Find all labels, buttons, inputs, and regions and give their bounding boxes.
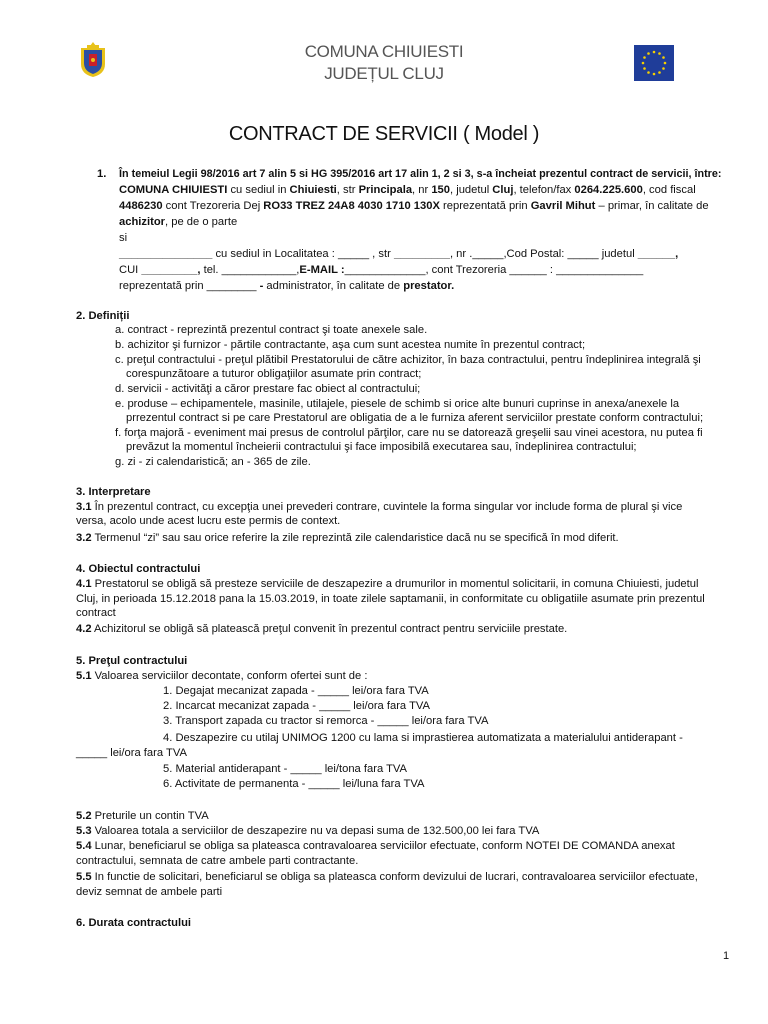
clause-3-1 <box>76 500 682 514</box>
phone: 0264.225.600 <box>574 184 643 196</box>
text: Prestatorul se obligă să presteze serviciile de deszapezire a drumurilor in momentul solicitarii, in comuna Chiuiesti, judetul <box>91 578 699 590</box>
definition-b: b. achizitor şi furnizor - părtile contractante, aşa cum sunt acestea numite în prezentul contract; <box>115 339 586 351</box>
text: cont Trezoreria Dej <box>162 200 264 212</box>
definition-e: e. produse – echipamentele, masinile, utilajele, piesele de schimb si orice alte bunuri cuprinse in anexa/anexele la <box>115 398 680 410</box>
header-commune: COMUNA CHIUIESTI <box>304 42 464 61</box>
text: administrator, în calitate de <box>263 280 404 292</box>
definition-d: d. servicii - activităţi a căror prestare fac obiect al contractului; <box>115 383 421 395</box>
text: cont Trezoreria ______ : ______________ <box>428 264 644 276</box>
clause-number: 3.1 <box>76 501 92 513</box>
section-2-heading: 2. Definiții <box>76 310 130 322</box>
text: , judetul <box>450 184 493 196</box>
clause-5-1 <box>76 669 367 683</box>
definition-f: f. forţa majoră - eveniment mai presus de controlul părţilor, care nu se datorează greşelii sau vinei acestora, nu putea fi <box>115 427 703 439</box>
price-item-2: 2. Incarcat mecanizat zapada - _____ lei/ora fara TVA <box>163 700 430 712</box>
achizitor-line-2 <box>119 199 709 213</box>
definition-f-cont: prevăzut la momentul încheierii contractului şi face imposibilă executarea sau, îndeplinirea contractului; <box>126 441 637 453</box>
text: , cod fiscal <box>642 184 696 196</box>
price-item-3: 3. Transport zapada cu tractor si remorca - _____ lei/ora fara TVA <box>163 715 489 727</box>
text: Valoarea totala a serviciilor de deszapezire nu va depasi suma de 132.500,00 lei fara TVA <box>91 825 540 837</box>
clause-4-1-cont: Cluj, in perioada 15.12.2018 pana la 15.03.2019, in toate zilele saptamanii, in conformitate cu obligatiile asumate prin prezentul <box>76 593 705 605</box>
clause-5-2 <box>76 809 209 823</box>
text: reprezentată prin <box>439 200 531 212</box>
section-1-intro: În temeiul Legii 98/2016 art 7 alin 5 si HG 395/2016 art 17 alin 1, 2 si 3, s-a încheiat prezentul contract de servicii, între: <box>119 168 722 180</box>
blank: _________ <box>393 248 450 260</box>
definition-g: g. zi - zi calendaristică; an - 365 de zile. <box>115 456 311 468</box>
achizitor-line-3 <box>119 215 237 229</box>
clause-number: 5.5 <box>76 871 92 883</box>
prestator-line-1 <box>119 247 678 261</box>
text: tel. ____________, <box>200 264 300 276</box>
achizitor-line-1 <box>119 183 696 197</box>
text: Lunar, beneficiarul se obliga sa plateasca contravaloarea serviciilor efectuate, conform NOTEI DE COMANDA anexat <box>91 840 675 852</box>
document-title: CONTRACT DE SERVICII ( Model ) <box>228 123 540 145</box>
clause-5-5 <box>76 870 698 884</box>
clause-number: 5.2 <box>76 810 92 822</box>
text: CUI <box>119 264 142 276</box>
street: Principala <box>358 184 413 196</box>
clause-5-4 <box>76 839 675 853</box>
clause-4-2 <box>76 622 567 636</box>
page-number: 1 <box>723 950 730 962</box>
price-item-4-cont: _____ lei/ora fara TVA <box>76 747 187 759</box>
blank: ______, <box>637 248 679 260</box>
text: , pe de o parte <box>165 216 238 228</box>
definition-a: a. contract - reprezintă prezentul contract şi toate anexele sale. <box>115 324 428 336</box>
achizitor-name: COMUNA CHIUIESTI <box>119 184 228 196</box>
section-1-number: 1. <box>97 168 107 180</box>
clause-number: 3.2 <box>76 532 92 544</box>
si-line: si <box>119 232 128 244</box>
section-6-heading: 6. Durata contractului <box>76 917 192 929</box>
clause-4-1-cont2: contract <box>76 607 116 619</box>
price-item-6: 6. Activitate de permanenta - _____ lei/luna fara TVA <box>163 778 425 790</box>
clause-5-3 <box>76 824 539 838</box>
section-5-heading: 5. Preţul contractului <box>76 655 188 667</box>
prestator-line-2 <box>119 263 643 277</box>
text: , str <box>336 184 359 196</box>
clause-3-2 <box>76 531 619 545</box>
text: – primar, în calitate de <box>595 200 709 212</box>
text: Preturile un contin TVA <box>91 810 209 822</box>
role-prestator: prestator. <box>403 280 455 292</box>
section-3-heading: 3. Interpretare <box>76 486 151 498</box>
blank: _____________, <box>344 264 429 276</box>
definition-c: c. preţul contractului - preţul plătibil Prestatorului de către achizitor, în baza contractului, pentru îndeplinirea integrală şi <box>115 354 701 366</box>
fiscal-code: 4486230 <box>119 200 163 212</box>
price-item-4: 4. Deszapezire cu utilaj UNIMOG 1200 cu lama si imprastierea automatizata a materialului antiderapant - <box>163 732 683 744</box>
clause-3-1-cont: versa, acolo unde acest lucru este permis de context. <box>76 515 341 527</box>
blank: _________, <box>141 264 201 276</box>
clause-5-4-cont: contractului, semnata de catre ambele parti contractante. <box>76 855 359 867</box>
text: cu sediul in Localitatea : _____ , str <box>212 248 394 260</box>
mayor-name: Gavril Mihut <box>530 200 596 212</box>
price-item-1: 1. Degajat mecanizat zapada - _____ lei/ora fara TVA <box>163 685 429 697</box>
text: În prezentul contract, cu excepţia unei prevederi contrare, cuvintele la forma singular vor include forma de plural şi vice <box>91 501 683 513</box>
price-item-5: 5. Material antiderapant - _____ lei/tona fara TVA <box>163 763 407 775</box>
header-county: JUDEȚUL CLUJ <box>324 64 444 83</box>
email-label: E-MAIL : <box>299 264 345 276</box>
text: , telefon/fax <box>513 184 575 196</box>
text: cu sediul in <box>227 184 290 196</box>
text: , nr <box>412 184 432 196</box>
text: Valoarea serviciilor decontate, conform ofertei sunt de : <box>91 670 368 682</box>
role-achizitor: achizitor <box>119 216 166 228</box>
text: Termenul “zi” sau sau orice referire la zile reprezintă zile calendaristice dacă nu se specifică în mod diferit. <box>91 532 619 544</box>
text: In functie de solicitari, beneficiarul se obliga sa plateasca conform devizului de lucrari, contravaloarea serviciilor efectuate, <box>91 871 698 883</box>
street-number: 150 <box>431 184 450 196</box>
text: - <box>259 280 264 292</box>
definition-e-cont: prrezentul contract si pe care Prestatorul are obligatia de a le furniza aferent serviciilor prestate conform contractului; <box>126 412 704 424</box>
clause-5-5-cont: deviz semnat de ambele parti <box>76 886 223 898</box>
section-4-heading: 4. Obiectul contractului <box>76 563 201 575</box>
clause-4-1 <box>76 577 698 591</box>
blank: _______________ <box>119 248 213 260</box>
clause-number: 5.3 <box>76 825 92 837</box>
locality: Chiuiesti <box>289 184 337 196</box>
clause-number: 5.4 <box>76 840 92 852</box>
text: Achizitorul se obligă să platească preţul convenit în prezentul contract pentru serviciile prestate. <box>91 623 568 635</box>
text: reprezentată prin ________ <box>119 280 260 292</box>
clause-number: 4.2 <box>76 623 92 635</box>
clause-number: 4.1 <box>76 578 92 590</box>
prestator-line-3 <box>119 279 454 293</box>
county: Cluj <box>492 184 514 196</box>
iban: RO33 TREZ 24A8 4030 1710 130X <box>263 200 440 212</box>
text: , nr ._____,Cod Postal: _____ judetul <box>449 248 638 260</box>
clause-number: 5.1 <box>76 670 92 682</box>
definition-c-cont: corespunzătoare a tuturor obligaţiilor asumate prin contract; <box>126 368 422 380</box>
